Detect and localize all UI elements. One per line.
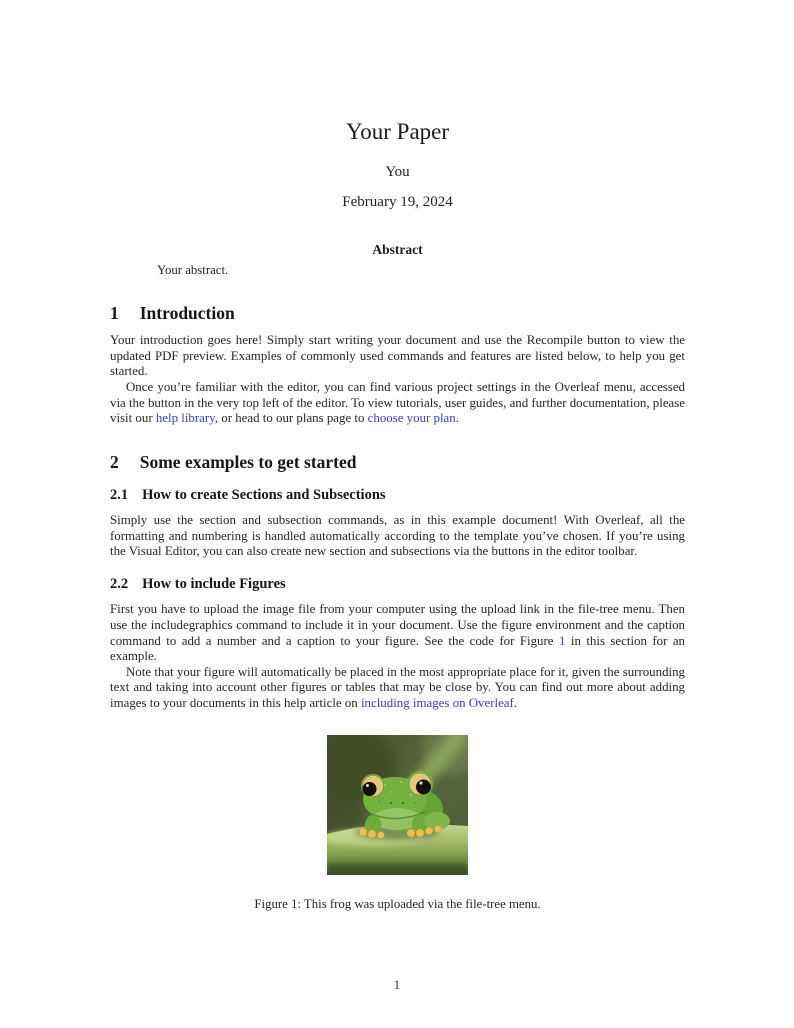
abstract-text: Your abstract. [157,262,229,277]
section-2-heading [110,452,685,473]
figure-1-caption: Figure 1: This frog was uploaded via the file-tree menu. [254,897,541,912]
figure-1-reference-link[interactable]: 1 [558,633,566,648]
figures-paragraph-2 [110,665,685,712]
choose-your-plan-link[interactable]: choose your plan [367,411,456,426]
sections-paragraph: Simply use the section and subsection commands, as in this example document! With Overleaf, all the formatting and numbering is handled automatically according to the template you’ve chosen. If you’re using the Visual Editor, you can also create new section and subsections via the buttons in the editor toolbar. [110,513,685,559]
paper-date: February 19, 2024 [342,193,453,210]
paper-title: Your Paper [345,119,450,144]
section-1-heading [110,303,685,324]
subsection-2-2-number: 2.2 [110,575,129,592]
intro-paragraph-2-text: Once you’re familiar with the editor, you can find various project settings in the Overleaf menu, accessed via the button in the very top left of the editor. To view tutorials, user guides, and further documentation, please visit our [110,379,685,426]
subsection-2-2-title: How to include Figures [142,575,286,592]
help-library-link[interactable]: help library [155,411,215,426]
section-1-number: 1 [110,303,119,324]
intro-paragraph-2-text: , or head to our plans page to [214,411,368,426]
subsection-2-1-number: 2.1 [110,486,129,503]
section-2-title: Some examples to get started [139,451,357,472]
frog-photo-image [327,735,468,875]
intro-paragraph-1: Your introduction goes here! Simply start writing your document and use the Recompile button to view the updated PDF preview. Examples of commonly used commands and features are listed below, to help you get started. [110,333,685,379]
including-images-link[interactable]: including images on Overleaf [360,695,514,710]
section-2-number: 2 [110,451,119,472]
subsection-2-1-title: How to create Sections and Subsections [142,486,386,503]
figures-paragraph-1-text: in this section for an example. [110,633,685,664]
figures-paragraph-2-text: Note that your figure will automatically be placed in the most appropriate place for it, given the surrounding text and taking into account other figures or tables that may be close by. You can find out more about adding images to your documents in this help article on [110,664,685,710]
section-1-title: Introduction [139,303,235,324]
page-number: 1 [393,978,401,992]
intro-paragraph-2-text: . [455,411,459,426]
intro-paragraph-2 [110,380,685,427]
subsection-2-1-heading [110,487,685,504]
figures-paragraph-2-text: . [513,695,518,710]
subsection-2-2-heading [110,576,685,593]
figures-paragraph-1 [110,602,685,664]
figures-paragraph-1-text: First you have to upload the image file from your computer using the upload link in the file-tree menu. Then use the includegraphics command to include it in your document. Use the figure environment and the caption command to add a number and a caption to your figure. See the code for Figure [110,602,685,648]
paper-author: You [385,163,410,180]
abstract-heading: Abstract [372,241,423,257]
figure-1 [110,735,685,912]
